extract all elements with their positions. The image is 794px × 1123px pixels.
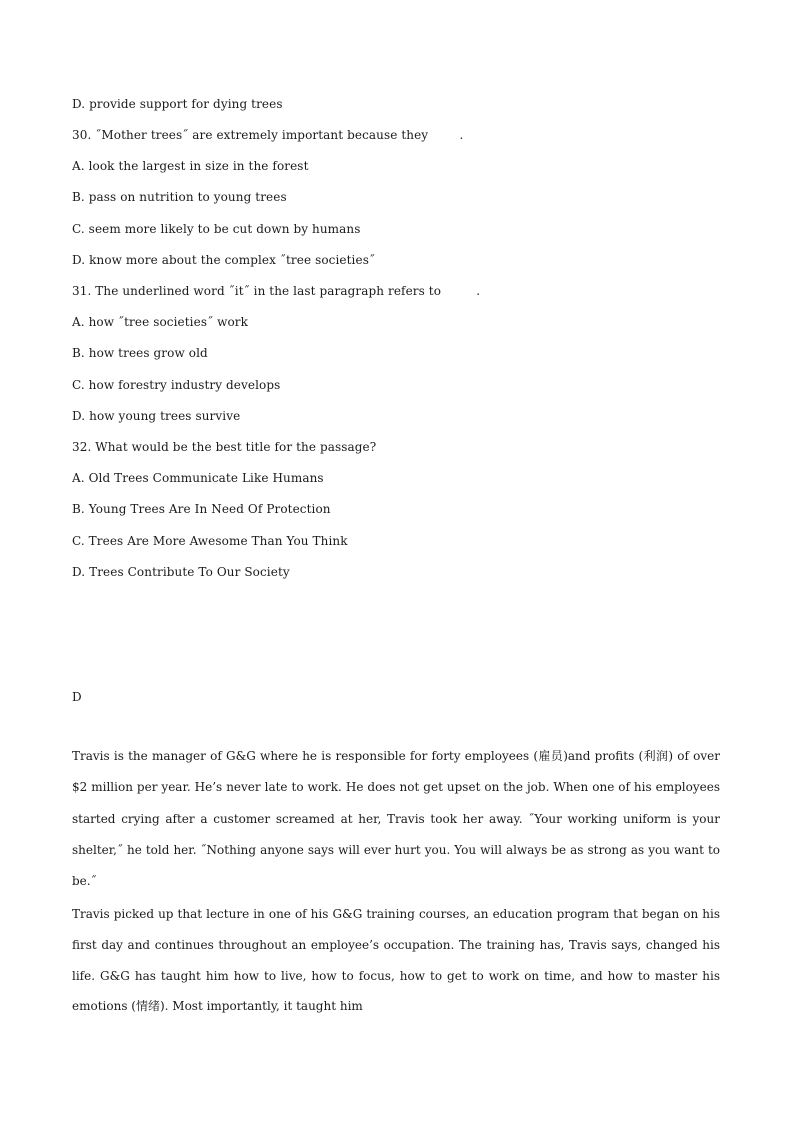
section-heading: D xyxy=(72,690,82,704)
q30-option-d: D. know more about the complex ˝tree societies˝ xyxy=(72,253,376,267)
q31-option-c: C. how forestry industry develops xyxy=(72,378,281,392)
q30-option-b: B. pass on nutrition to young trees xyxy=(72,190,287,204)
q32-option-a: A. Old Trees Communicate Like Humans xyxy=(72,471,324,485)
q31-stem: 31. The underlined word ˝it˝ in the last paragraph refers to . xyxy=(72,284,481,298)
q31-option-d: D. how young trees survive xyxy=(72,409,241,423)
q29-option-d: D. provide support for dying trees xyxy=(72,97,283,111)
q30-option-c: C. seem more likely to be cut down by humans xyxy=(72,222,361,236)
passage-paragraph-1: Travis is the manager of G&G where he is responsible for forty employees (雇员)and profits (利润) of over $2 million per year. He’s never late to work. He does not get upset on the job. When one of his employees started crying after a customer screamed at her, Travis took her away. ˝Your working uniform is your shelter,˝ he told her. ˝Nothing anyone says will ever hurt you. You will always be as strong as you want to be.˝ xyxy=(72,749,720,889)
passage-paragraph-2: Travis picked up that lecture in one of his G&G training courses, an education program that began on his first day and continues throughout an employee’s occupation. The training has, Travis says, changed his life. G&G has taught him how to live, how to focus, how to get to work on time, and how to master his emotions (情绪). Most importantly, it taught him xyxy=(72,907,720,1014)
q32-option-d: D. Trees Contribute To Our Society xyxy=(72,565,290,579)
q32-stem: 32. What would be the best title for the passage? xyxy=(72,440,377,454)
q32-option-c: C. Trees Are More Awesome Than You Think xyxy=(72,534,348,548)
q30-stem: 30. ˝Mother trees˝ are extremely important because they . xyxy=(72,128,464,142)
q31-option-a: A. how ˝tree societies˝ work xyxy=(72,315,248,329)
q32-option-b: B. Young Trees Are In Need Of Protection xyxy=(72,502,331,516)
q30-option-a: A. look the largest in size in the forest xyxy=(72,159,309,173)
q31-option-b: B. how trees grow old xyxy=(72,346,208,360)
